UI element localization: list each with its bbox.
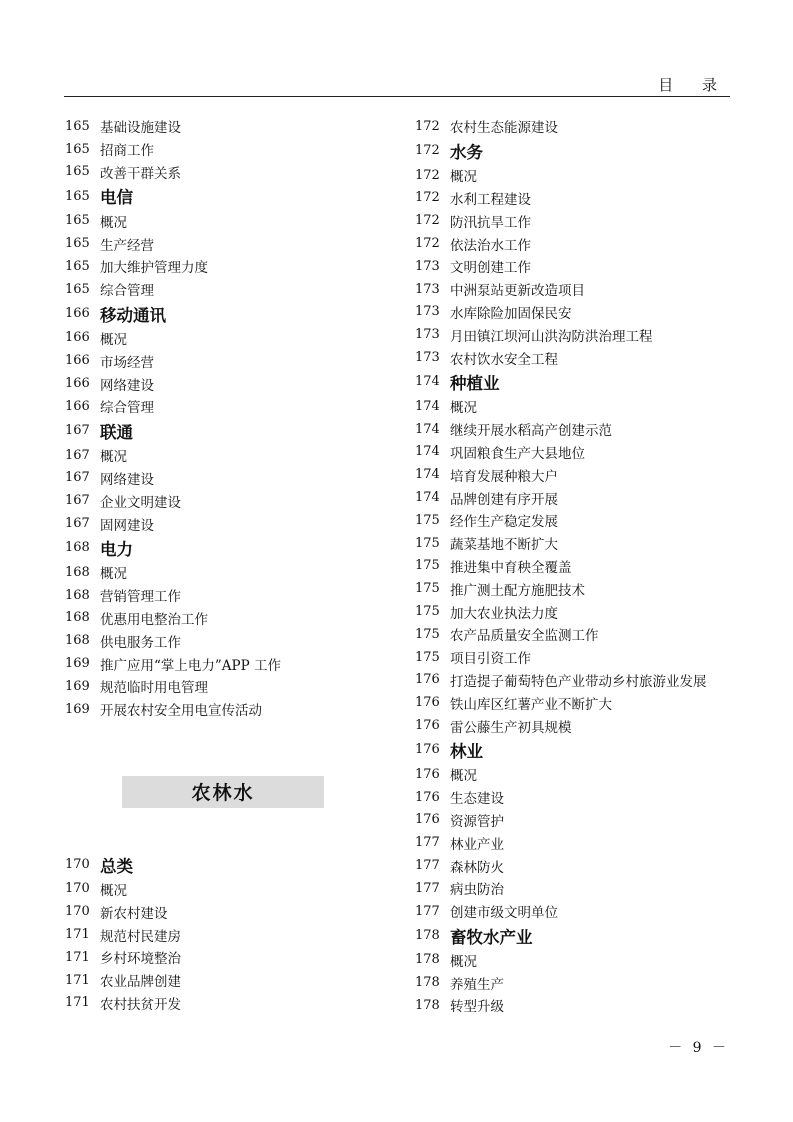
toc-section-title: 水务: [450, 142, 483, 162]
toc-entry-title: 概况: [100, 214, 127, 231]
toc-entry: [415, 418, 745, 441]
toc-entry-title: 生态建设: [450, 791, 504, 808]
toc-page-number: 176: [415, 672, 440, 688]
toc-entry: [65, 607, 365, 630]
toc-entry: [65, 900, 365, 923]
toc-entry: [65, 255, 365, 278]
toc-entry: [415, 115, 745, 138]
toc-page-number: 167: [65, 447, 90, 463]
toc-page-number: 178: [415, 997, 440, 1013]
toc-entry-title: 中洲泵站更新改造项目: [450, 283, 585, 300]
toc-page-number: 166: [65, 398, 90, 414]
toc-page-number: 173: [415, 304, 440, 320]
toc-page-number: 169: [65, 678, 90, 694]
header-rule: [64, 96, 730, 97]
toc-entry: [65, 675, 365, 698]
toc-page-number: 171: [65, 995, 90, 1011]
toc-entry-title: 综合管理: [100, 400, 154, 417]
toc-page-number: 173: [415, 350, 440, 366]
toc-entry-title: 继续开展水稻高产创建示范: [450, 423, 612, 440]
toc-entry: [415, 949, 745, 972]
toc-page-number: 165: [65, 281, 90, 297]
toc-page-number: 173: [415, 327, 440, 343]
toc-entry-title: 雷公藤生产初具规模: [450, 719, 572, 736]
toc-page-number: 176: [415, 789, 440, 805]
toc-page-number: 172: [415, 143, 440, 159]
toc-page-number: 177: [415, 903, 440, 919]
toc-entry-title: 农村扶贫开发: [100, 996, 181, 1013]
toc-page-number: 174: [415, 444, 440, 460]
section-banner: 农林水: [122, 776, 324, 808]
toc-entry-title: 网络建设: [100, 377, 154, 394]
toc-left-bottom-list: [65, 852, 365, 1015]
toc-entry: [415, 463, 745, 486]
toc-entry-title: 乡村环境整治: [100, 951, 181, 968]
toc-entry: [415, 877, 745, 900]
toc-page-number: 174: [415, 467, 440, 483]
toc-entry: [65, 115, 365, 138]
toc-page-number: 165: [65, 236, 90, 252]
toc-entry: [65, 992, 365, 1015]
toc-page-number: 172: [415, 213, 440, 229]
toc-entry-title: 企业文明建设: [100, 494, 181, 511]
toc-section-title: 移动通讯: [100, 305, 166, 325]
toc-right-column: [415, 115, 745, 1017]
toc-page-number: 168: [65, 610, 90, 626]
toc-entry: [65, 327, 365, 350]
toc-entry-title: 月田镇江坝河山洪沟防洪治理工程: [450, 328, 653, 345]
toc-page-number: 171: [65, 949, 90, 965]
toc-entry-title: 新农村建设: [100, 905, 168, 922]
toc-page-number: 175: [415, 649, 440, 665]
toc-section-heading: [65, 852, 365, 878]
toc-entry: [65, 878, 365, 901]
toc-entry-title: 推广测土配方施肥技术: [450, 582, 585, 599]
toc-page-number: 176: [415, 742, 440, 758]
toc-page-number: 176: [415, 695, 440, 711]
toc-entry-title: 基础设施建设: [100, 120, 181, 137]
spacer: [65, 721, 365, 776]
toc-page-number: 165: [65, 141, 90, 157]
toc-page-number: 175: [415, 535, 440, 551]
toc-entry-title: 规范村民建房: [100, 928, 181, 945]
toc-entry-title: 品牌创建有序开展: [450, 491, 558, 508]
toc-entry-title: 防汛抗旱工作: [450, 214, 531, 231]
toc-page-number: 174: [415, 374, 440, 390]
toc-entry: [415, 346, 745, 369]
toc-section-title: 种植业: [450, 373, 500, 393]
toc-entry-title: 网络建设: [100, 471, 154, 488]
toc-entry: [65, 698, 365, 721]
toc-page-number: 178: [415, 975, 440, 991]
toc-page-number: 166: [65, 330, 90, 346]
toc-page-number: 171: [65, 927, 90, 943]
toc-page-number: 169: [65, 701, 90, 717]
toc-entry-title: 开展农村安全用电宣传活动: [100, 703, 262, 720]
toc-page-number: 172: [415, 167, 440, 183]
toc-page-number: 165: [65, 118, 90, 134]
toc-entry: [65, 232, 365, 255]
toc-entry: [65, 946, 365, 969]
toc-page-number: 176: [415, 766, 440, 782]
toc-entry-title: 概况: [100, 449, 127, 466]
toc-page-number: 165: [65, 258, 90, 274]
toc-page-number: 174: [415, 398, 440, 414]
toc-page-number: 173: [415, 281, 440, 297]
toc-entry-title: 市场经营: [100, 354, 154, 371]
toc-entry: [415, 646, 745, 669]
toc-entry-title: 项目引资工作: [450, 651, 531, 668]
toc-page-number: 175: [415, 626, 440, 642]
toc-entry-title: 病虫防治: [450, 882, 504, 899]
toc-page-number: 170: [65, 904, 90, 920]
toc-page-number: 174: [415, 421, 440, 437]
toc-section-title: 林业: [450, 741, 483, 761]
toc-right-list: [415, 115, 745, 1017]
toc-page-number: 172: [415, 118, 440, 134]
toc-page-number: 166: [65, 376, 90, 392]
toc-page-number: 177: [415, 858, 440, 873]
toc-entry: [415, 255, 745, 278]
toc-entry-title: 概况: [450, 768, 477, 785]
toc-entry: [415, 187, 745, 210]
toc-entry: [415, 900, 745, 923]
toc-entry-title: 水利工程建设: [450, 191, 531, 208]
toc-entry: [415, 831, 745, 854]
toc-entry: [415, 532, 745, 555]
toc-entry: [415, 994, 745, 1017]
toc-page-number: 177: [415, 835, 440, 851]
toc-entry-title: 加大维护管理力度: [100, 260, 208, 277]
toc-page-number: 169: [65, 656, 90, 672]
toc-entry-title: 概况: [450, 953, 477, 970]
toc-section-heading: [65, 301, 365, 327]
toc-page-number: 166: [65, 306, 90, 322]
toc-entry: [65, 512, 365, 535]
toc-entry: [415, 669, 745, 692]
toc-entry-title: 概况: [450, 169, 477, 186]
page-number: － 9 －: [668, 1040, 729, 1056]
toc-entry: [65, 372, 365, 395]
toc-section-heading: [415, 138, 745, 164]
toc-page-number: 174: [415, 490, 440, 506]
toc-entry-title: 固网建设: [100, 517, 154, 534]
toc-entry: [415, 323, 745, 346]
toc-entry-title: 培育发展种粮大户: [450, 468, 558, 485]
toc-page-number: 172: [415, 236, 440, 252]
toc-entry: [415, 577, 745, 600]
toc-entry: [65, 584, 365, 607]
toc-page-number: 167: [65, 470, 90, 486]
toc-entry: [415, 164, 745, 187]
toc-entry-title: 推广应用“掌上电力”APP 工作: [100, 657, 282, 674]
toc-entry: [65, 629, 365, 652]
toc-entry: [415, 555, 745, 578]
toc-entry: [65, 209, 365, 232]
toc-entry: [65, 561, 365, 584]
toc-page-number: 178: [415, 952, 440, 968]
toc-section-heading: [65, 535, 365, 561]
toc-page-number: 175: [415, 558, 440, 574]
toc-entry: [415, 691, 745, 714]
toc-entry-title: 概况: [100, 331, 127, 348]
toc-entry-title: 农业品牌创建: [100, 974, 181, 991]
toc-section-title: 总类: [100, 856, 133, 876]
toc-page-number: 165: [65, 213, 90, 229]
toc-entry: [65, 923, 365, 946]
toc-page-number: 177: [415, 880, 440, 896]
toc-entry: [65, 969, 365, 992]
toc-entry-title: 林业产业: [450, 836, 504, 853]
toc-section-title: 电力: [100, 539, 133, 559]
toc-entry: [65, 161, 365, 184]
toc-entry-title: 概况: [450, 400, 477, 417]
spacer: [65, 808, 365, 852]
toc-entry-title: 营销管理工作: [100, 589, 181, 606]
toc-entry-title: 文明创建工作: [450, 260, 531, 277]
toc-entry: [415, 971, 745, 994]
toc-entry-title: 铁山库区红薯产业不断扩大: [450, 696, 612, 713]
toc-section-heading: [65, 183, 365, 209]
toc-page-number: 167: [65, 423, 90, 439]
toc-entry: [415, 786, 745, 809]
toc-section-heading: [415, 369, 745, 395]
toc-page-number: 170: [65, 881, 90, 897]
toc-entry-title: 经作生产稳定发展: [450, 514, 558, 531]
toc-entry: [415, 809, 745, 832]
toc-entry-title: 蔬菜基地不断扩大: [450, 537, 558, 554]
toc-entry-title: 招商工作: [100, 143, 154, 160]
toc-entry: [65, 138, 365, 161]
toc-entry-title: 依法治水工作: [450, 237, 531, 254]
toc-entry: [415, 232, 745, 255]
toc-page-number: 175: [415, 581, 440, 597]
toc-entry-title: 概况: [100, 566, 127, 583]
toc-entry-title: 转型升级: [450, 999, 504, 1016]
toc-page-number: 168: [65, 633, 90, 649]
toc-entry: [65, 395, 365, 418]
toc-entry: [415, 301, 745, 324]
header-title: 目 录: [658, 76, 729, 94]
toc-entry-title: 创建市级文明单位: [450, 905, 558, 922]
toc-page-number: 175: [415, 604, 440, 620]
toc-entry: [415, 854, 745, 877]
toc-entry: [415, 623, 745, 646]
toc-page-number: 172: [415, 190, 440, 206]
toc-entry: [415, 278, 745, 301]
toc-page-number: 168: [65, 587, 90, 603]
toc-entry-title: 概况: [100, 882, 127, 899]
toc-entry-title: 生产经营: [100, 237, 154, 254]
toc-entry-title: 森林防火: [450, 859, 504, 876]
toc-entry-title: 优惠用电整治工作: [100, 611, 208, 628]
toc-entry-title: 打造提子葡萄特色产业带动乡村旅游业发展: [450, 673, 707, 690]
toc-entry-title: 改善干群关系: [100, 165, 181, 182]
toc-page-number: 166: [65, 353, 90, 369]
toc-left-column: [65, 115, 365, 1014]
toc-page-number: 171: [65, 972, 90, 988]
toc-entry-title: 综合管理: [100, 283, 154, 300]
toc-page-number: 173: [415, 258, 440, 274]
toc-page-number: 176: [415, 718, 440, 734]
toc-page-number: 170: [65, 857, 90, 873]
toc-section-heading: [415, 737, 745, 763]
toc-section-heading: [415, 923, 745, 949]
toc-entry-title: 规范临时用电管理: [100, 680, 208, 697]
toc-entry: [415, 509, 745, 532]
toc-entry: [65, 278, 365, 301]
toc-page-number: 176: [415, 812, 440, 828]
toc-entry: [65, 349, 365, 372]
toc-page-number: 167: [65, 493, 90, 509]
toc-page-number: 168: [65, 540, 90, 556]
toc-section-title: 联通: [100, 422, 133, 442]
toc-page-number: 167: [65, 516, 90, 532]
toc-entry-title: 养殖生产: [450, 976, 504, 993]
toc-entry: [415, 714, 745, 737]
toc-entry-title: 供电服务工作: [100, 634, 181, 651]
toc-section-title: 畜牧水产业: [450, 927, 533, 947]
toc-entry-title: 农村饮水安全工程: [450, 351, 558, 368]
toc-entry: [65, 652, 365, 675]
toc-entry-title: 推进集中育秧全覆盖: [450, 559, 572, 576]
toc-entry: [415, 486, 745, 509]
toc-entry-title: 巩固粮食生产大县地位: [450, 445, 585, 462]
toc-entry: [415, 395, 745, 418]
toc-entry: [65, 444, 365, 467]
toc-entry-title: 水库除险加固保民安: [450, 305, 572, 322]
toc-section-title: 电信: [100, 188, 133, 208]
toc-entry-title: 农村生态能源建设: [450, 120, 558, 137]
toc-page-number: 165: [65, 188, 90, 204]
toc-page-number: 175: [415, 512, 440, 528]
toc-entry: [415, 209, 745, 232]
toc-entry-title: 资源管护: [450, 813, 504, 830]
toc-section-heading: [65, 418, 365, 444]
toc-entry-title: 加大农业执法力度: [450, 605, 558, 622]
toc-entry: [65, 489, 365, 512]
toc-entry: [415, 600, 745, 623]
toc-left-top-list: [65, 115, 365, 721]
toc-entry: [65, 467, 365, 490]
toc-entry: [415, 441, 745, 464]
toc-entry: [415, 763, 745, 786]
toc-page-number: 178: [415, 928, 440, 943]
toc-page-number: 165: [65, 164, 90, 180]
toc-entry-title: 农产品质量安全监测工作: [450, 628, 599, 645]
toc-page-number: 168: [65, 564, 90, 580]
